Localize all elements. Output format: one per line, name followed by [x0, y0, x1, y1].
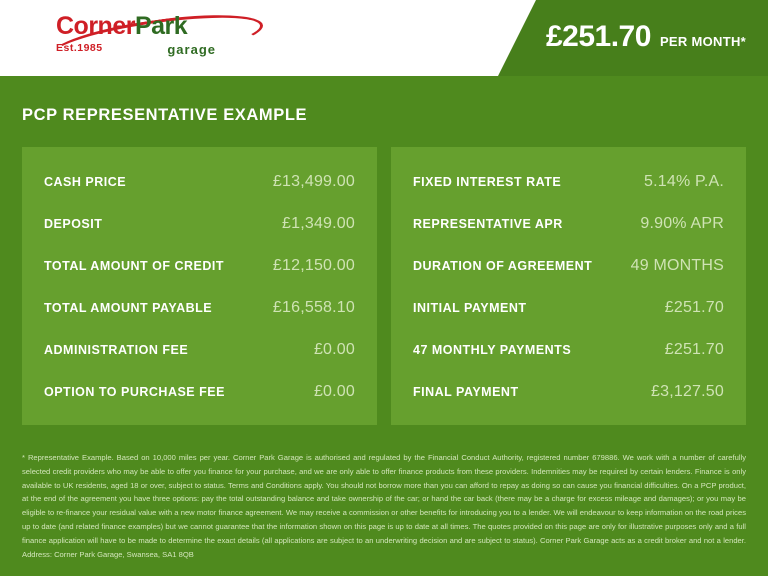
row-value: £251.70: [664, 341, 724, 358]
price-period-label: PER MONTH*: [659, 34, 746, 49]
finance-panel-right: [391, 147, 746, 425]
row-value: £13,499.00: [272, 173, 355, 190]
row-value: 5.14% P.A.: [644, 173, 724, 190]
row-value: 49 MONTHS: [630, 257, 724, 274]
row-value: £0.00: [313, 341, 355, 358]
finance-details-panels: [0, 125, 768, 425]
page-header: [0, 0, 768, 76]
row-value: £12,150.00: [272, 257, 355, 274]
table-row: [391, 161, 746, 203]
row-label: REPRESENTATIVE APR: [413, 217, 563, 231]
table-row: [22, 203, 377, 245]
logo-wordmark: [56, 14, 216, 39]
row-label: TOTAL AMOUNT OF CREDIT: [44, 259, 224, 273]
logo-subtext: [56, 42, 216, 57]
row-label: CASH PRICE: [44, 175, 127, 189]
table-row: [22, 245, 377, 287]
logo-established-text: Est.1985: [56, 42, 103, 54]
row-label: ADMINISTRATION FEE: [44, 343, 189, 357]
row-label: 47 MONTHLY PAYMENTS: [413, 343, 572, 357]
representative-example-footnote: * Representative Example. Based on 10,000 miles per year. Corner Park Garage is authorised and regulated by the Financial Conduct Authority, registered number 679886. We work with a number of carefully selected credit providers who may be able to offer you finance for your purchase, and we are only able to offer finance products from these providers. Indemnities may be required by certain lenders. Finance is only available to UK residents, aged 18 or over, subject to status. Terms and Conditions apply. You should not borrow more than you can afford to repay as doing so can cause you financial difficulties. On a PCP product, at the end of the agreement you have three options: pay the total outstanding balance and take ownership of the car; or hand the car back (there may be a charge for excess mileage and damages); or you may be eligible to re-finance your residual value with a new motor finance agreement. We may receive a commission or other benefits for introducing you to a lender. We will endeavour to keep information on the road prices up to date (and related finance examples) but we cannot guarantee that the information shown on this page is up to date at all times. The quotes provided on this page are only for illustrative purposes only and a full finance application will have to be made to determine the exact details (all applications are subject to an underwriting decision and are subject to status). Corner Park Garage acts as a credit broker and not a lender. Address: Corner Park Garage, Swansea, SA1 8QB: [22, 453, 746, 559]
row-label: DURATION OF AGREEMENT: [413, 259, 593, 273]
finance-panel-left: [22, 147, 377, 425]
table-row: [22, 287, 377, 329]
row-label: FIXED INTEREST RATE: [413, 175, 562, 189]
logo-garage-text: garage: [167, 42, 216, 57]
row-label: TOTAL AMOUNT PAYABLE: [44, 301, 213, 315]
table-row: [391, 287, 746, 329]
table-row: [391, 245, 746, 287]
row-label: INITIAL PAYMENT: [413, 301, 527, 315]
table-row: [22, 329, 377, 371]
row-label: FINAL PAYMENT: [413, 385, 519, 399]
logo-park-text: Park: [134, 12, 188, 40]
logo-corner-text: Corner: [56, 12, 135, 40]
monthly-price-block: [546, 20, 746, 54]
table-row: [22, 371, 377, 413]
row-value: £16,558.10: [272, 299, 355, 316]
row-value: £0.00: [313, 383, 355, 400]
table-row: [391, 371, 746, 413]
table-row: [391, 329, 746, 371]
row-value: 9.90% APR: [640, 215, 724, 232]
row-value: £3,127.50: [651, 383, 724, 400]
row-value: £1,349.00: [282, 215, 355, 232]
table-row: [22, 161, 377, 203]
row-value: £251.70: [664, 299, 724, 316]
price-amount: £251.70: [545, 20, 651, 53]
table-row: [391, 203, 746, 245]
row-label: OPTION TO PURCHASE FEE: [44, 385, 225, 399]
row-label: DEPOSIT: [44, 217, 103, 231]
page-title: PCP REPRESENTATIVE EXAMPLE: [22, 106, 308, 124]
corner-park-garage-logo[interactable]: [56, 14, 216, 57]
